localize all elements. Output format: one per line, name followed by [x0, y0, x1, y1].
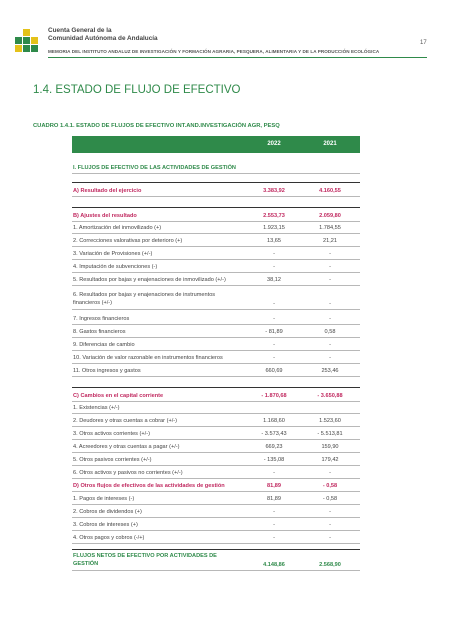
table-row — [72, 274, 360, 286]
row-label: 6. Resultados por bajas y enajenaciones de instrumentos financieros (+/-) — [73, 292, 216, 306]
value-2022: - — [273, 522, 275, 528]
value-2021: 2.059,80 — [319, 213, 341, 219]
value-2021: - — [329, 342, 331, 348]
table-row — [72, 480, 360, 492]
value-2021: 2.568,90 — [319, 562, 341, 568]
value-2022: 81,89 — [267, 483, 281, 489]
value-2022: - — [273, 535, 275, 541]
org-line-2: Comunidad Autónoma de Andalucía — [48, 35, 158, 42]
value-2021: - — [329, 355, 331, 361]
header-rule — [48, 57, 427, 58]
row-label: 4. Otros pagos y cobros (-/+) — [73, 535, 145, 541]
row-label: 1. Pagos de intereses (-) — [73, 496, 135, 502]
value-2022: - — [273, 342, 275, 348]
value-2022: - — [273, 251, 275, 257]
table-row — [72, 532, 360, 544]
year-2022-header: 2022 — [267, 141, 281, 147]
table-row — [72, 248, 360, 260]
value-2022: 2.553,73 — [263, 213, 285, 219]
section-title: 1.4. ESTADO DE FLUJO DE EFECTIVO — [33, 84, 241, 96]
value-2022: 13,65 — [267, 238, 281, 244]
table-row — [72, 441, 360, 453]
value-2021: 1.784,55 — [319, 225, 341, 231]
value-2021: 253,46 — [321, 368, 339, 374]
table-row — [72, 519, 360, 531]
value-2021: - — [329, 277, 331, 283]
value-2021: 1.523,60 — [319, 418, 341, 424]
row-label: D) Otros flujos de efectivos de las actividades de gestión — [73, 483, 225, 489]
value-2021: - — [329, 264, 331, 270]
value-2022: - 81,89 — [265, 329, 283, 335]
value-2021: - 3.650,88 — [317, 393, 343, 399]
value-2021: - 5.513,81 — [317, 431, 343, 437]
value-2022: 1.168,60 — [263, 418, 285, 424]
value-2022: 1.923,15 — [263, 225, 285, 231]
org-name — [48, 27, 158, 43]
row-label: A) Resultado del ejercicio — [73, 188, 142, 194]
row-label: 10. Variación de valor razonable en instrumentos financieros — [73, 355, 223, 361]
row-label: 3. Otros activos corrientes (+/-) — [73, 431, 150, 437]
table-row — [72, 160, 360, 174]
table-row — [72, 493, 360, 505]
row-label: 7. Ingresos financieros — [73, 316, 130, 322]
table-row — [72, 428, 360, 440]
table-row — [72, 415, 360, 427]
value-2021: - — [329, 470, 331, 476]
table-row — [72, 506, 360, 518]
value-2021: - — [329, 522, 331, 528]
row-label: 2. Deudores y otras cuentas a cobrar (+/-) — [73, 418, 177, 424]
table-row — [72, 326, 360, 338]
value-2022: - — [273, 509, 275, 515]
row-label: 1. Amortización del inmovilizado (+) — [73, 225, 162, 231]
table-row — [72, 207, 360, 222]
value-2021: - — [329, 316, 331, 322]
row-label: 9. Diferencias de cambio — [73, 342, 135, 348]
row-label: 1. Existencias (+/-) — [73, 405, 120, 411]
value-2021: 179,42 — [321, 457, 339, 463]
value-2021: 4.160,55 — [319, 188, 341, 194]
table-row — [72, 222, 360, 234]
value-2021: 0,58 — [324, 329, 336, 335]
row-label: 2. Correcciones valorativas por deterioro (+) — [73, 238, 183, 244]
org-line-1: Cuenta General de la — [48, 27, 112, 34]
value-2022: 38,12 — [267, 277, 281, 283]
table-row — [72, 339, 360, 351]
value-2021: 159,90 — [321, 444, 339, 450]
table-title: CUADRO 1.4.1. ESTADO DE FLUJOS DE EFECTIVO INT.AND.INVESTIGACIÓN AGR, PESQ — [33, 123, 280, 129]
table-row — [72, 387, 360, 402]
table-row — [72, 467, 360, 479]
value-2022: - — [273, 264, 275, 270]
row-label: 3. Variación de Provisiones (+/-) — [73, 251, 153, 257]
value-2021: 21,21 — [323, 238, 337, 244]
row-label: 5. Resultados por bajas y enajenaciones de inmovilizado (+/-) — [73, 277, 226, 283]
value-2022: - 3.573,43 — [261, 431, 287, 437]
value-2021: - — [329, 509, 331, 515]
row-label: 2. Cobros de dividendos (+) — [73, 509, 142, 515]
table-row — [72, 313, 360, 325]
table-row — [72, 235, 360, 247]
value-2022: 3.383,92 — [263, 188, 285, 194]
table-row — [72, 287, 360, 310]
value-2021: - 0,58 — [322, 496, 338, 502]
page-number: 17 — [420, 40, 427, 46]
junta-andalucia-logo — [14, 28, 40, 54]
value-2021: - — [329, 535, 331, 541]
row-label: 6. Otros activos y pasivos no corrientes (+/-) — [73, 470, 183, 476]
row-label: 8. Gastos financieros — [73, 329, 126, 335]
table-row — [72, 365, 360, 377]
row-label: 4. Acreedores y otras cuentas a pagar (+/-) — [73, 444, 180, 450]
table-row — [72, 182, 360, 197]
row-label: 3. Cobros de intereses (+) — [73, 522, 138, 528]
table-row — [72, 454, 360, 466]
year-2021-header: 2021 — [323, 141, 337, 147]
table-row — [72, 402, 360, 414]
row-label: I. FLUJOS DE EFECTIVO DE LAS ACTIVIDADES DE GESTIÓN — [73, 165, 236, 171]
row-label: C) Cambios en el capital corriente — [73, 393, 164, 399]
table-row — [72, 352, 360, 364]
table-header — [72, 136, 360, 153]
memoria-title: MEMORIA DEL INSTITUTO ANDALUZ DE INVESTIGACIÓN Y FORMACIÓN AGRARIA, PESQUERA, ALIMENTARIA Y DE LA PRODUCCIÓN ECOLÓGICA — [48, 49, 380, 54]
value-2022: - — [273, 301, 275, 307]
value-2022: - — [273, 470, 275, 476]
table-row — [72, 261, 360, 273]
value-2022: 669,23 — [265, 444, 283, 450]
row-label: FLUJOS NETOS DE EFECTIVO POR ACTIVIDADES DE GESTIÓN — [73, 553, 217, 567]
value-2021: - 0,58 — [322, 483, 338, 489]
value-2022: - — [273, 355, 275, 361]
row-label: 11. Otros ingresos y gastos — [73, 368, 141, 374]
row-label: 4. Imputación de subvenciones (-) — [73, 264, 158, 270]
value-2022: - 1.870,68 — [261, 393, 287, 399]
table-row — [72, 549, 360, 571]
value-2022: - — [273, 316, 275, 322]
value-2022: 660,69 — [265, 368, 283, 374]
value-2022: 4.148,86 — [263, 562, 285, 568]
value-2022: - 135,08 — [263, 457, 285, 463]
value-2021: - — [329, 301, 331, 307]
row-label: 5. Otros pasivos corrientes (+/-) — [73, 457, 152, 463]
row-label: B) Ajustes del resultado — [73, 213, 137, 219]
value-2021: - — [329, 251, 331, 257]
value-2022: 81,89 — [267, 496, 281, 502]
